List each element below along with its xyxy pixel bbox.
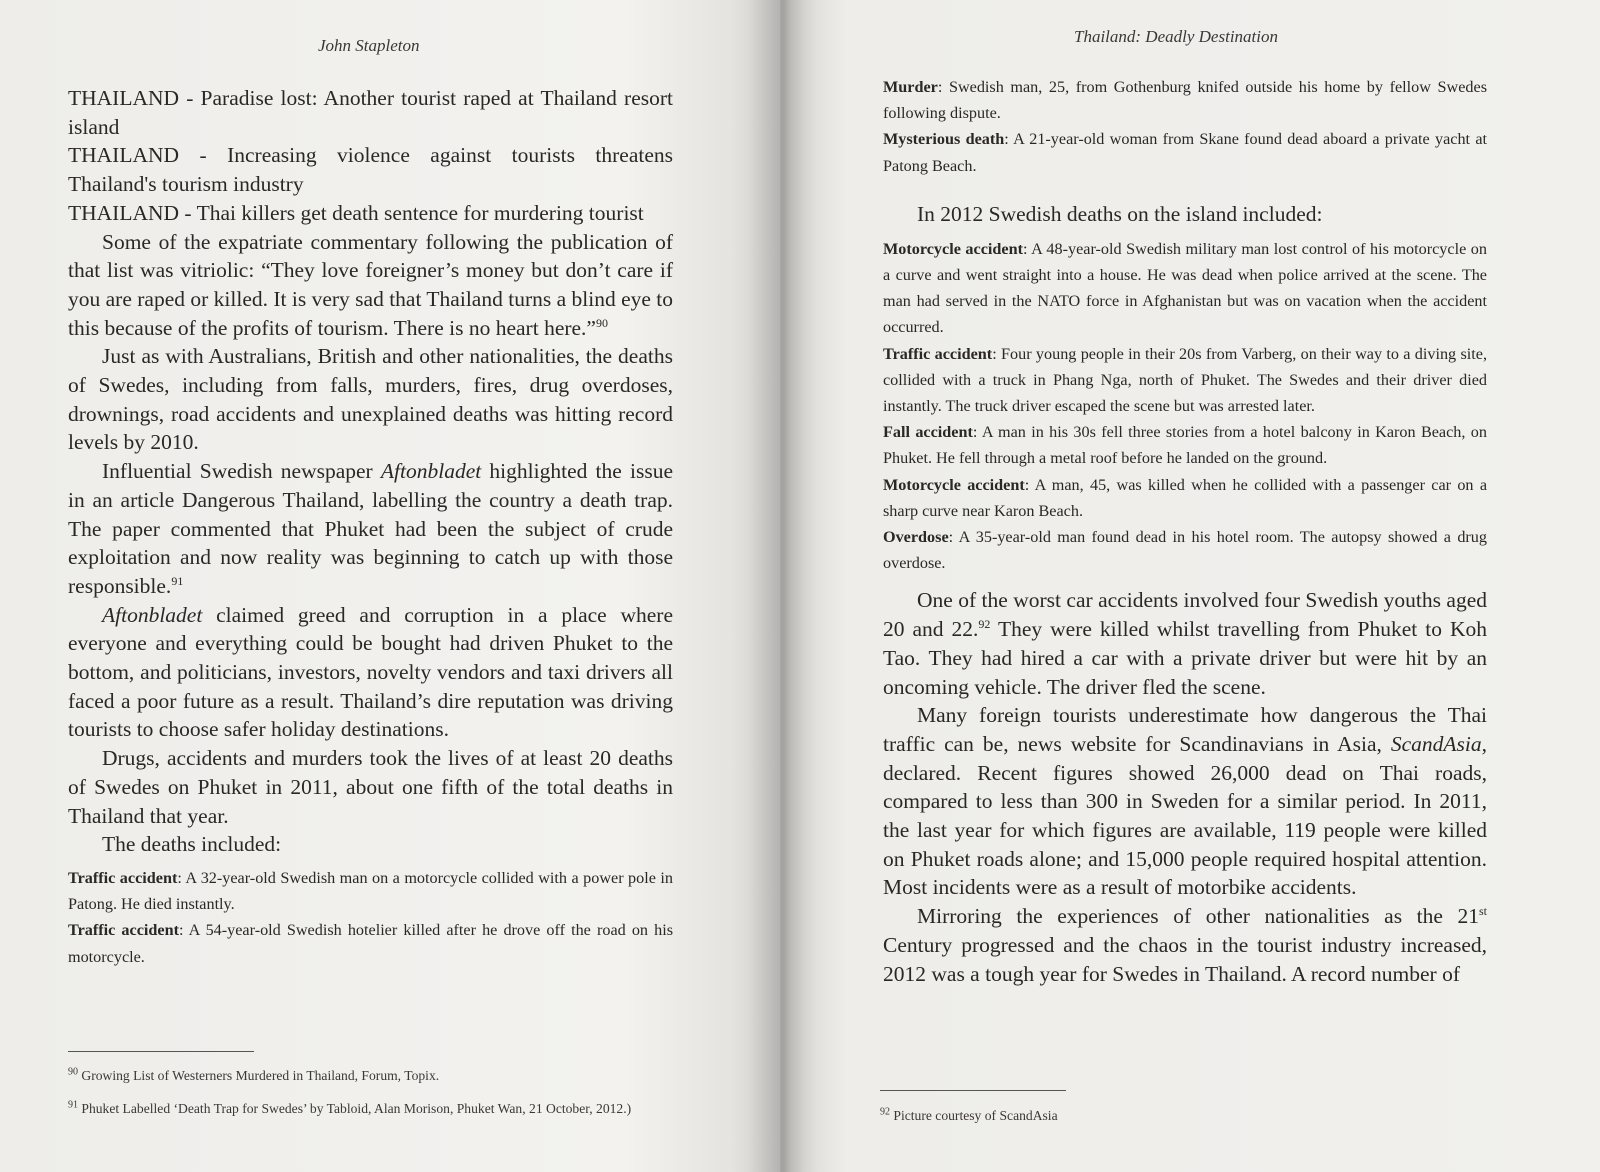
- right-body: [883, 74, 1487, 988]
- death-entry: Overdose: A 35-year-old man found dead in his hotel room. The autopsy showed a drug overdose.: [883, 528, 1487, 573]
- running-head-title: Thailand: Deadly Destination: [1074, 27, 1278, 46]
- death-entry: Traffic accident: A 54-year-old Swedish hotelier killed after he drove off the road on his motorcycle.: [68, 921, 673, 966]
- running-head-author: John Stapleton: [318, 36, 420, 55]
- footnote-ref-90: 90: [595, 315, 608, 330]
- death-entry: Traffic accident: Four young people in their 20s from Varberg, on their way to a diving site, collided with a truck in Phang Nga, north of Phuket. The Swedes and their driver died instantly. The truck driver escaped the scene but was arrested later.: [883, 344, 1487, 416]
- paragraph-aftonbladet-article: Influential Swedish newspaper Aftonbladet highlighted the issue in an article Dangerous Thailand, labelling the country a death trap. The paper commented that Phuket had been the subject of crude exploitation and now reality was beginning to catch up with those responsible.$^{91}$: [68, 459, 673, 598]
- death-entry: Murder: Swedish man, 25, from Gothenburg knifed outside his home by fellow Swedes following dispute.: [883, 78, 1487, 123]
- footnote-91: $^{91}$ Phuket Labelled ‘Death Trap for Swedes’ by Tabloid, Alan Morison, Phuket Wan, 21 October, 2012.): [68, 1099, 632, 1116]
- paragraph-expat-commentary: Some of the expatriate commentary following the publication of that list was vitriolic: “They love foreigner’s money but don’t care if you are raped or killed. It is very sad that Thailand turns a blind eye to this because of the profits of tourism. There is no heart here.”$^{90}$: [68, 229, 674, 340]
- death-entry: Mysterious death: A 21-year-old woman from Skane found dead aboard a private yacht at Patong Beach.: [883, 130, 1488, 175]
- death-entry: Motorcycle accident: A 48-year-old Swedish military man lost control of his motorcycle on a curve and went straight into a house. He was dead when police arrived at the scene. The man had served in the NATO force in Afghanistan but was on vacation when the accident occurred.: [883, 239, 1487, 337]
- headline-2: THAILAND - Increasing violence against tourists threatens Thailand's tourism industry: [68, 143, 673, 197]
- death-entry: Motorcycle accident: A man, 45, was killed when he collided with a passenger car on a sharp curve near Karon Beach.: [883, 475, 1488, 520]
- paragraph-swedish-deaths: Just as with Australians, British and other nationalities, the deaths of Swedes, including from falls, murders, fires, drug overdoses, drownings, road accidents and unexplained deaths was hitting record levels by 2010.: [68, 344, 673, 455]
- footnote-92: $^{92}$ Picture courtesy of ScandAsia: [880, 1106, 1058, 1123]
- footnote-rule: [68, 1051, 254, 1052]
- paragraph-aftonbladet-claims: Aftonbladet claimed greed and corruption in a place where everyone and everything could be bought had driven Phuket to the bottom, and politicians, investors, novelty vendors and taxi drivers all faced a poor future as a result. Thailand’s dire reputation was driving tourists to choose safer holiday destinations.: [68, 602, 673, 742]
- section-heading-2012: In 2012 Swedish deaths on the island included:: [917, 201, 1323, 226]
- footnote-90: $^{90}$ Growing List of Westerners Murdered in Thailand, Forum, Topix.: [68, 1066, 440, 1083]
- left-page: [0, 0, 780, 1172]
- footnote-rule: [880, 1090, 1066, 1091]
- headline-3: THAILAND - Thai killers get death sentence for murdering tourist: [68, 200, 644, 225]
- headline-1: THAILAND - Paradise lost: Another tourist raped at Thailand resort island: [68, 86, 673, 139]
- death-entry: Traffic accident: A 32-year-old Swedish man on a motorcycle collided with a power pole in Patong. He died instantly.: [68, 868, 673, 914]
- paragraph-tough-year: Mirroring the experiences of other nationalities as the 21st Century progressed and the chaos in the tourist industry increased, 2012 was a tough year for Swedes in Thailand. A record number of: [883, 904, 1487, 986]
- left-body: [68, 84, 673, 970]
- footnote-ref-92: 92: [978, 617, 991, 631]
- paragraph-worst-car-accident: One of the worst car accidents involved four Swedish youths aged 20 and 22.92 They were killed whilst travelling from Phuket to Koh Tao. They had hired a car with a private driver but were hit by an oncoming vehicle. The driver fled the scene.: [883, 588, 1487, 699]
- right-page: [780, 0, 1600, 1172]
- footnote-ref-91: 91: [171, 573, 184, 588]
- paragraph-thai-traffic: Many foreign tourists underestimate how dangerous the Thai traffic can be, news website for Scandinavians in Asia, ScandAsia, declared. Recent figures showed 26,000 dead on Thai roads, compared to less than 300 in Sweden for a similar period. In 2011, the last year for which figures are available, 119 people were killed on Phuket roads alone; and 15,000 people required hospital attention. Most incidents were as a result of motorbike accidents.: [883, 703, 1487, 900]
- death-entry: Fall accident: A man in his 30s fell three stories from a hotel balcony in Karon Beach, on Phuket. He fell through a metal roof before he landed on the ground.: [883, 423, 1487, 468]
- paragraph-deaths-included: The deaths included:: [102, 832, 282, 857]
- paragraph-2011-deaths: Drugs, accidents and murders took the lives of at least 20 deaths of Swedes on Phuket in 2011, about one fifth of the total deaths in Thailand that year.: [68, 746, 673, 828]
